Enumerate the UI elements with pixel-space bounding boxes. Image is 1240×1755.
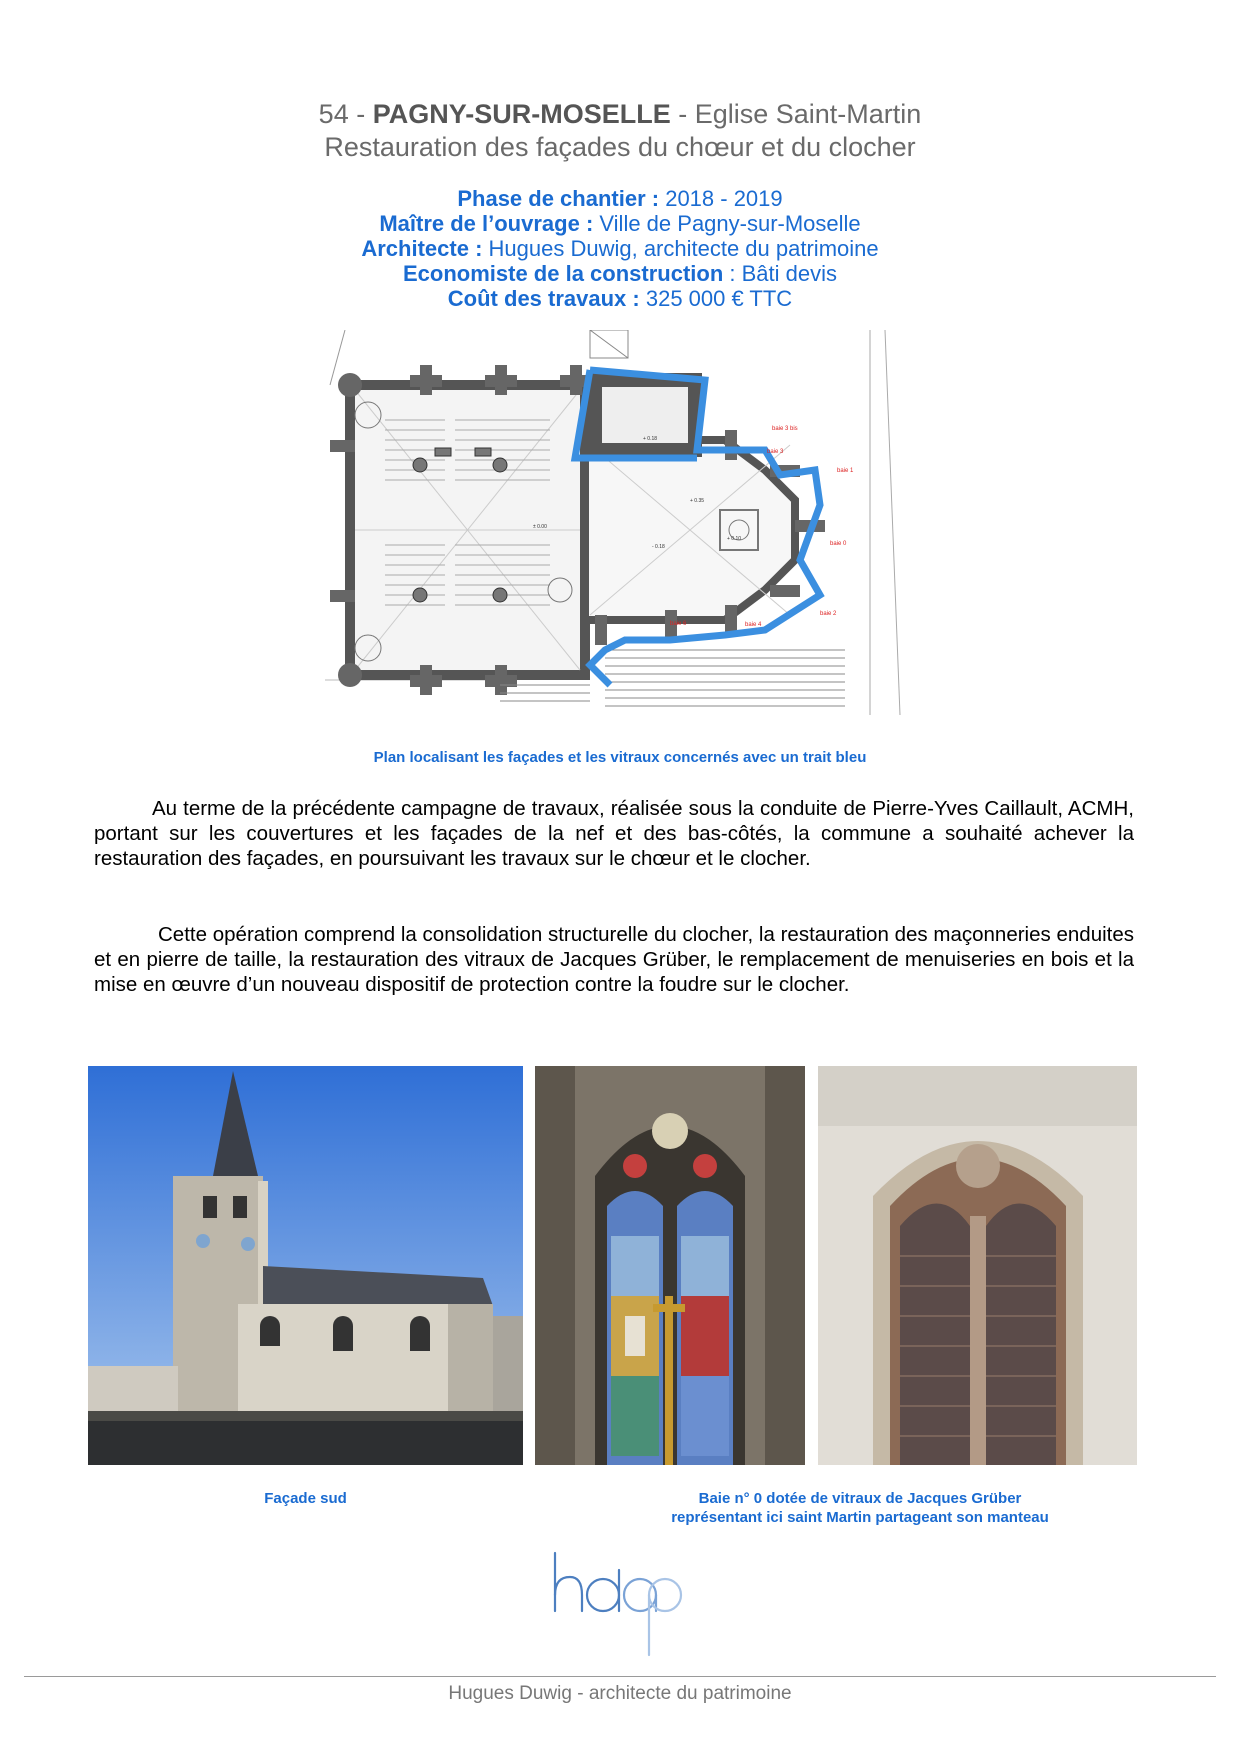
info-economist xyxy=(0,261,1240,286)
photo-caption-left: Façade sud xyxy=(264,1490,347,1507)
project-info xyxy=(0,186,1240,311)
footer-divider xyxy=(24,1676,1216,1677)
plan-label-baie2: baie 2 xyxy=(820,611,837,617)
plan-level-4: - 0.18 xyxy=(652,544,665,550)
hdap-logo xyxy=(548,1545,688,1657)
footer-text: Hugues Duwig - architecte du patrimoine xyxy=(448,1683,792,1704)
church-plan-drawing xyxy=(325,330,910,715)
photo-window-exterior xyxy=(818,1066,1137,1465)
info-label: Phase de chantier : xyxy=(457,186,660,211)
plan-label-baie6: baie 6 xyxy=(670,621,687,627)
info-value: : Bâti devis xyxy=(723,261,837,286)
info-cost xyxy=(0,286,1240,311)
photo-south-facade xyxy=(88,1066,523,1465)
info-label: Architecte : xyxy=(361,236,483,261)
info-value: 2018 - 2019 xyxy=(659,186,783,211)
paragraph-1: Au terme de la précédente campagne de travaux, réalisée sous la conduite de Pierre-Yves Caillault, ACMH, portant sur les couvertures et les façades de la nef et des bas-côtés, la commune a souhaité achever la restauration des façades, en poursuivant les travaux sur le chœur et le clocher. xyxy=(94,797,1134,870)
info-label: Economiste de la construction xyxy=(403,261,724,286)
church-name: Eglise Saint-Martin xyxy=(694,99,922,129)
plan-level-3: ± 0.00 xyxy=(533,524,547,530)
info-architect xyxy=(0,236,1240,261)
plan-label-baie1: baie 1 xyxy=(837,468,854,474)
page-title xyxy=(0,98,1240,164)
title-separator: - xyxy=(670,99,695,129)
info-label: Coût des travaux : xyxy=(447,286,640,311)
plan-label-baie4: baie 4 xyxy=(745,622,762,628)
plan-level-2: + 0.35 xyxy=(690,498,705,504)
plan-caption: Plan localisant les façades et les vitraux concernés avec un trait bleu xyxy=(373,749,867,766)
info-label: Maître de l’ouvrage : xyxy=(379,211,594,236)
town-name: PAGNY-SUR-MOSELLE xyxy=(372,99,671,129)
photo-caption-right-line1: Baie n° 0 dotée de vitraux de Jacques Grüber xyxy=(698,1490,1022,1507)
info-value: 325 000 € TTC xyxy=(639,286,793,311)
church-plan xyxy=(325,330,910,715)
plan-level-1: + 0.18 xyxy=(643,436,658,442)
info-value: Ville de Pagny-sur-Moselle xyxy=(593,211,861,236)
paragraph-2: Cette opération comprend la consolidation structurelle du clocher, la restauration des maçonneries enduites et en pierre de taille, la restauration des vitraux de Jacques Grüber, le remplacement de menuiseries en bois et la mise en œuvre d’un nouveau dispositif de protection contre la foudre sur le clocher. xyxy=(94,923,1134,996)
title-subtitle: Restauration des façades du chœur et du clocher xyxy=(324,132,916,162)
photo-stained-glass xyxy=(535,1066,805,1465)
info-value: Hugues Duwig, architecte du patrimoine xyxy=(482,236,879,261)
plan-label-baie3bis: baie 3 bis xyxy=(772,426,798,432)
info-phase xyxy=(0,186,1240,211)
title-line-1 xyxy=(0,98,1240,131)
plan-label-baie3: baie 3 xyxy=(767,449,784,455)
photo-caption-right xyxy=(600,1489,1120,1527)
plan-level-5: + 0.10 xyxy=(727,536,742,542)
plan-label-baie0: baie 0 xyxy=(830,541,847,547)
info-owner xyxy=(0,211,1240,236)
dept-number: 54 - xyxy=(318,99,373,129)
hdap-logo-mark xyxy=(548,1545,688,1657)
photo-caption-right-line2: représentant ici saint Martin partageant son manteau xyxy=(671,1509,1049,1526)
